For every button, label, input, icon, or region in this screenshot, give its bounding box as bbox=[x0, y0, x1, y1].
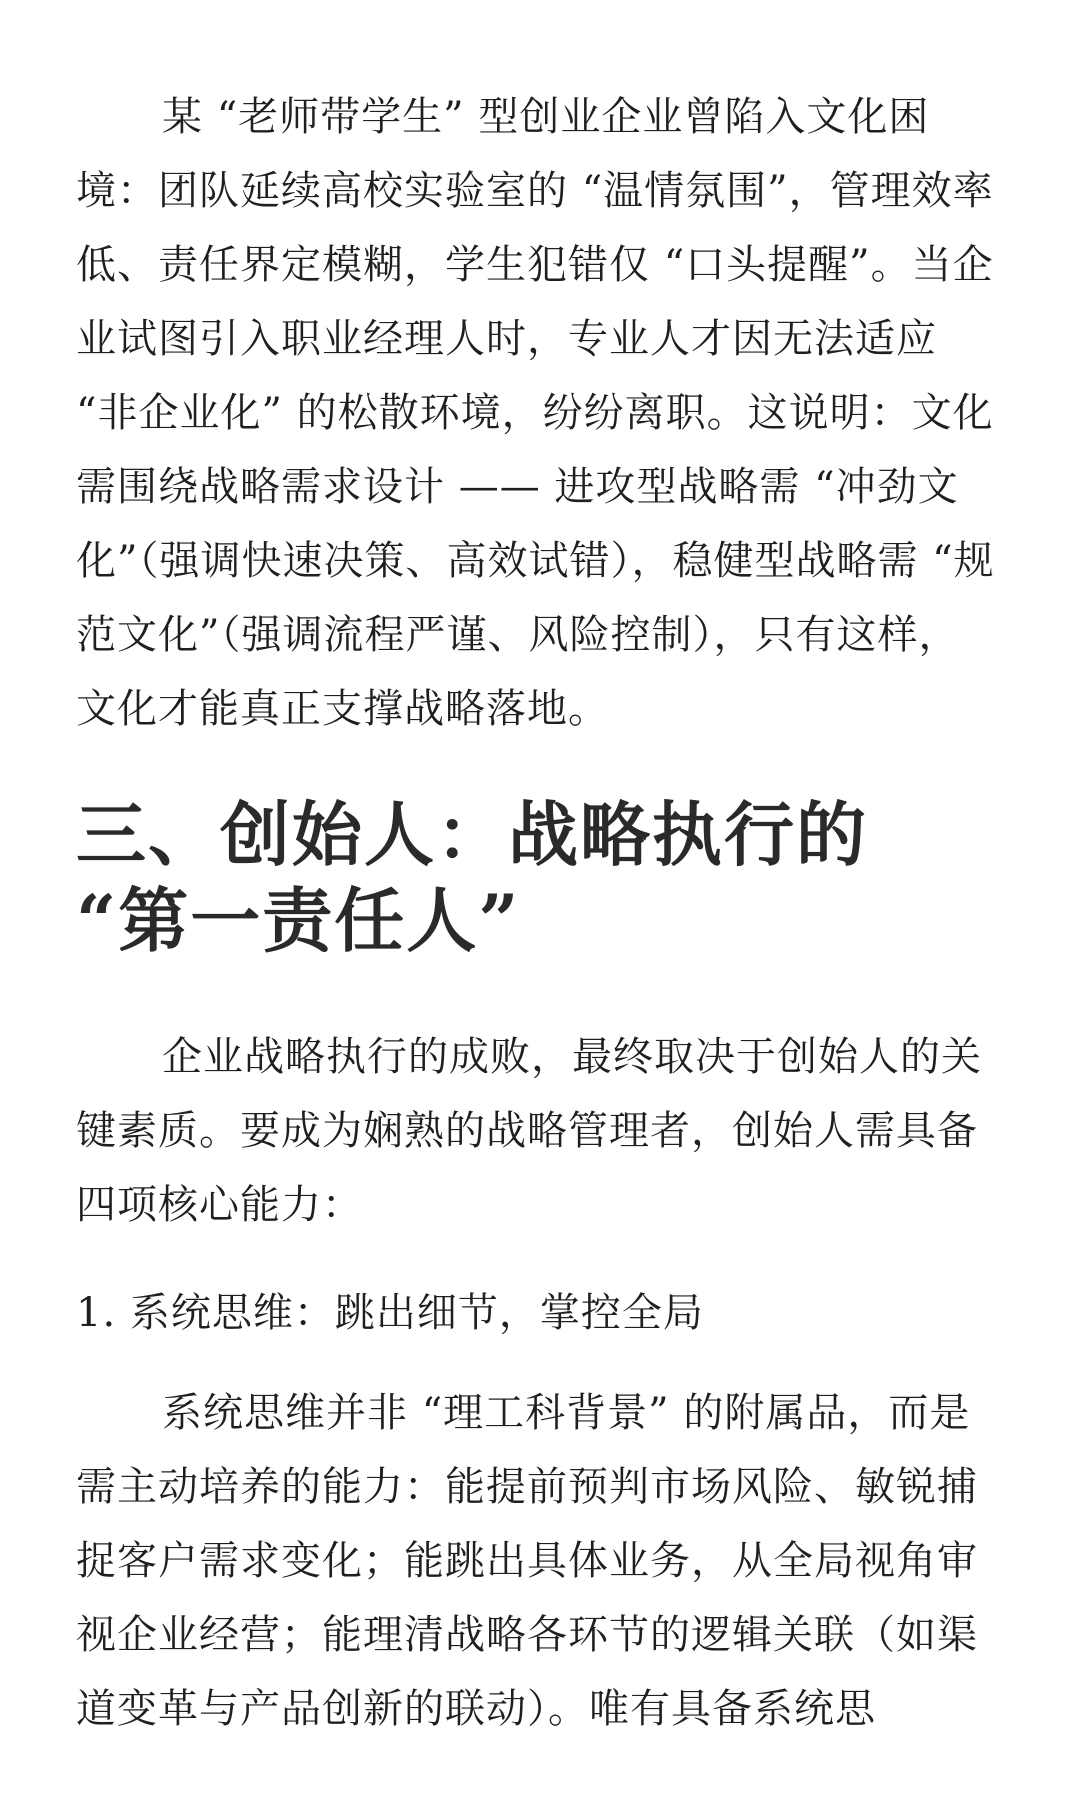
subheading-systems-thinking: 1. 系统思维：跳出细节，掌控全局 bbox=[76, 1290, 704, 1336]
body-paragraph-culture-case: 某 “老师带学生” 型创业企业曾陷入文化困境：团队延续高校实验室的 “温情氛围”，管理效率低、责任界定模糊，学生犯错仅 “口头提醒”。当企业试图引入职业经理人时，专业人才因无法适应 “非企业化” 的松散环境，纷纷离职。这说明：文化需围绕战略需求设计 —— 进攻型战略需 “冲劲文化”（强调快速决策、高效试错），稳健型战略需 “规范文化”（强调流程严谨、风险控制），只有这样，文化才能真正支撑战略落地。 bbox=[76, 94, 995, 732]
body-paragraph-founder-intro: 企业战略执行的成败，最终取决于创始人的关键素质。要成为娴熟的战略管理者，创始人需具备四项核心能力： bbox=[76, 1034, 982, 1228]
section-heading: 三、创始人：战略执行的 “第一责任人” bbox=[76, 793, 868, 962]
body-paragraph-systems-thinking: 系统思维并非 “理工科背景” 的附属品，而是需主动培养的能力：能提前预判市场风险、敏锐捕捉客户需求变化；能跳出具体业务，从全局视角审视企业经营；能理清战略各环节的逻辑关联（如渠道变革与产品创新的联动）。唯有具备系统思 bbox=[76, 1390, 978, 1732]
